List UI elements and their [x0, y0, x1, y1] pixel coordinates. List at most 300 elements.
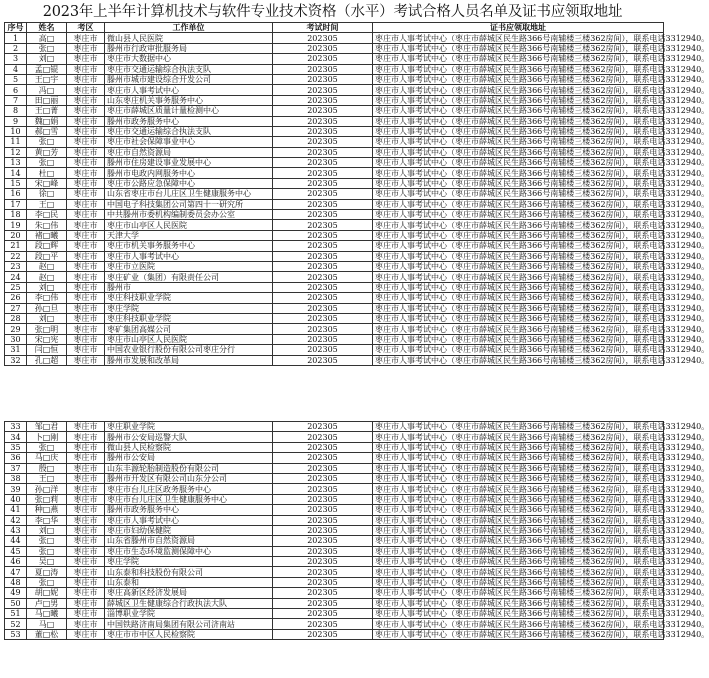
cell-workplace: 枣庄市自然资源局 [105, 147, 273, 157]
cell-name: 马□曦 [27, 609, 67, 619]
cell-workplace: 枣庄市大数据中心 [105, 54, 273, 64]
table-row [5, 525, 664, 535]
table-row [5, 158, 664, 168]
cell-exam-time: 202305 [273, 85, 373, 95]
cell-workplace: 枣庄市台儿庄区卫生健康服务中心 [105, 494, 273, 504]
cell-index: 51 [5, 609, 27, 619]
cell-name: 孙□洋 [27, 484, 67, 494]
cell-region: 枣庄市 [67, 577, 105, 587]
cell-region: 枣庄市 [67, 422, 105, 432]
cell-address: 枣庄市人事考试中心（枣庄市薛城区民生路366号南辅楼三楼362房间），联系电话3312940。 [373, 95, 664, 105]
cell-region: 枣庄市 [67, 95, 105, 105]
cell-name: 卜□刚 [27, 432, 67, 442]
table-row [5, 293, 664, 303]
cell-address: 枣庄市人事考试中心（枣庄市薛城区民生路366号南辅楼三楼362房间），联系电话3312940。 [373, 137, 664, 147]
cell-address: 枣庄市人事考试中心（枣庄市薛城区民生路366号南辅楼三楼362房间），联系电话3312940。 [373, 494, 664, 504]
cell-workplace: 枣庄科技职业学院 [105, 293, 273, 303]
table-row [5, 484, 664, 494]
cell-address: 枣庄市人事考试中心（枣庄市薛城区民生路366号南辅楼三楼362房间），联系电话3312940。 [373, 334, 664, 344]
cell-address: 枣庄市人事考试中心（枣庄市薛城区民生路366号南辅楼三楼362房间），联系电话3312940。 [373, 432, 664, 442]
cell-address: 枣庄市人事考试中心（枣庄市薛城区民生路366号南辅楼三楼362房间），联系电话3312940。 [373, 567, 664, 577]
cell-name: 刘□ [27, 525, 67, 535]
cell-region: 枣庄市 [67, 629, 105, 639]
cell-index: 37 [5, 463, 27, 473]
cell-address: 枣庄市人事考试中心（枣庄市薛城区民生路366号南辅楼三楼362房间），联系电话3312940。 [373, 442, 664, 452]
cell-region: 枣庄市 [67, 74, 105, 84]
table-row [5, 303, 664, 313]
cell-index: 38 [5, 473, 27, 483]
cell-workplace: 滕州市开发区有限公司山东分公司 [105, 473, 273, 483]
cell-name: 张□ [27, 158, 67, 168]
cell-index: 44 [5, 536, 27, 546]
cell-exam-time: 202305 [273, 442, 373, 452]
results-table-part1 [4, 22, 709, 366]
cell-region: 枣庄市 [67, 220, 105, 230]
cell-index: 2 [5, 43, 27, 53]
cell-region: 枣庄市 [67, 251, 105, 261]
cell-address: 枣庄市人事考试中心（枣庄市薛城区民生路366号南辅楼三楼362房间），联系电话3312940。 [373, 463, 664, 473]
cell-workplace: 淄博职业学院 [105, 609, 273, 619]
cell-index: 31 [5, 345, 27, 355]
results-table-part2 [4, 421, 709, 640]
cell-exam-time: 202305 [273, 230, 373, 240]
cell-workplace: 山东泰和科技股份有限公司 [105, 567, 273, 577]
cell-workplace: 枣庄市台儿庄区政务服务中心 [105, 484, 273, 494]
cell-workplace: 枣庄市交通运输综合执法支队 [105, 64, 273, 74]
cell-address: 枣庄市人事考试中心（枣庄市薛城区民生路366号南辅楼三楼362房间），联系电话3312940。 [373, 422, 664, 432]
col-header-exam-time: 考试时间 [273, 23, 373, 33]
table-row [5, 567, 664, 577]
cell-address: 枣庄市人事考试中心（枣庄市薛城区民生路366号南辅楼三楼362房间），联系电话3312940。 [373, 210, 664, 220]
cell-workplace: 枣矿集团高媒公司 [105, 324, 273, 334]
cell-name: 赵□ [27, 261, 67, 271]
cell-exam-time: 202305 [273, 525, 373, 535]
cell-name: 孔□超 [27, 355, 67, 365]
cell-region: 枣庄市 [67, 199, 105, 209]
cell-index: 45 [5, 546, 27, 556]
cell-exam-time: 202305 [273, 64, 373, 74]
cell-name: 段□平 [27, 251, 67, 261]
cell-address: 枣庄市人事考试中心（枣庄市薛城区民生路366号南辅楼三楼362房间），联系电话3312940。 [373, 609, 664, 619]
cell-region: 枣庄市 [67, 137, 105, 147]
cell-region: 枣庄市 [67, 432, 105, 442]
cell-index: 34 [5, 432, 27, 442]
cell-region: 枣庄市 [67, 54, 105, 64]
cell-address: 枣庄市人事考试中心（枣庄市薛城区民生路366号南辅楼三楼362房间），联系电话3312940。 [373, 303, 664, 313]
cell-exam-time: 202305 [273, 432, 373, 442]
cell-exam-time: 202305 [273, 303, 373, 313]
cell-index: 28 [5, 313, 27, 323]
cell-region: 枣庄市 [67, 230, 105, 240]
cell-name: 徐□ [27, 189, 67, 199]
cell-address: 枣庄市人事考试中心（枣庄市薛城区民生路366号南辅楼三楼362房间），联系电话3312940。 [373, 515, 664, 525]
cell-index: 27 [5, 303, 27, 313]
cell-index: 6 [5, 85, 27, 95]
cell-name: 高□ [27, 33, 67, 43]
cell-region: 枣庄市 [67, 567, 105, 577]
cell-name: 黄□芳 [27, 147, 67, 157]
cell-workplace: 枣庄市机关事务服务中心 [105, 241, 273, 251]
cell-workplace: 滕州市公安局巡警大队 [105, 432, 273, 442]
cell-index: 3 [5, 54, 27, 64]
table-row [5, 334, 664, 344]
cell-index: 46 [5, 557, 27, 567]
cell-address: 枣庄市人事考试中心（枣庄市薛城区民生路366号南辅楼三楼362房间），联系电话3312940。 [373, 345, 664, 355]
cell-name: 刘□ [27, 313, 67, 323]
col-header-region: 考区 [67, 23, 105, 33]
cell-exam-time: 202305 [273, 199, 373, 209]
col-header-address: 证书应领取地址 [373, 23, 664, 33]
cell-address: 枣庄市人事考试中心（枣庄市薛城区民生路366号南辅楼三楼362房间），联系电话3312940。 [373, 484, 664, 494]
cell-address: 枣庄市人事考试中心（枣庄市薛城区民生路366号南辅楼三楼362房间），联系电话3312940。 [373, 33, 664, 43]
table-row [5, 345, 664, 355]
cell-name: 张□明 [27, 324, 67, 334]
cell-address: 枣庄市人事考试中心（枣庄市薛城区民生路366号南辅楼三楼362房间），联系电话3312940。 [373, 293, 664, 303]
cell-address: 枣庄市人事考试中心（枣庄市薛城区民生路366号南辅楼三楼362房间），联系电话3312940。 [373, 598, 664, 608]
cell-workplace: 枣庄学院 [105, 557, 273, 567]
cell-region: 枣庄市 [67, 463, 105, 473]
cell-region: 枣庄市 [67, 293, 105, 303]
cell-exam-time: 202305 [273, 334, 373, 344]
cell-name: 刘□ [27, 54, 67, 64]
table-row [5, 126, 664, 136]
cell-address: 枣庄市人事考试中心（枣庄市薛城区民生路366号南辅楼三楼362房间），联系电话3312940。 [373, 147, 664, 157]
cell-address: 枣庄市人事考试中心（枣庄市薛城区民生路366号南辅楼三楼362房间），联系电话3312940。 [373, 74, 664, 84]
cell-index: 21 [5, 241, 27, 251]
cell-region: 枣庄市 [67, 515, 105, 525]
cell-address: 枣庄市人事考试中心（枣庄市薛城区民生路366号南辅楼三楼362房间），联系电话3312940。 [373, 282, 664, 292]
col-header-workplace: 工作单位 [105, 23, 273, 33]
cell-name: 李□民 [27, 210, 67, 220]
cell-workplace: 滕州市政务服务中心 [105, 116, 273, 126]
cell-region: 枣庄市 [67, 158, 105, 168]
cell-name: 孟□锟 [27, 64, 67, 74]
cell-address: 枣庄市人事考试中心（枣庄市薛城区民生路366号南辅楼三楼362房间），联系电话3312940。 [373, 64, 664, 74]
cell-index: 29 [5, 324, 27, 334]
cell-workplace: 滕州市城市建设综合开发公司 [105, 74, 273, 84]
cell-workplace: 枣庄市山亭区人民医院 [105, 334, 273, 344]
table-row [5, 95, 664, 105]
cell-index: 35 [5, 442, 27, 452]
page-title: 2023年上半年计算机技术与软件专业技术资格（水平）考试合格人员名单及证书应领取地址 [42, 4, 623, 20]
cell-address: 枣庄市人事考试中心（枣庄市薛城区民生路366号南辅楼三楼362房间），联系电话3312940。 [373, 199, 664, 209]
cell-index: 36 [5, 453, 27, 463]
cell-index: 50 [5, 598, 27, 608]
cell-address: 枣庄市人事考试中心（枣庄市薛城区民生路366号南辅楼三楼362房间），联系电话3312940。 [373, 261, 664, 271]
table-row [5, 210, 664, 220]
table-row [5, 422, 664, 432]
cell-name: 王□宇 [27, 74, 67, 84]
cell-region: 枣庄市 [67, 303, 105, 313]
cell-name: 张□ [27, 43, 67, 53]
cell-address: 枣庄市人事考试中心（枣庄市薛城区民生路366号南辅楼三楼362房间），联系电话3312940。 [373, 313, 664, 323]
cell-exam-time: 202305 [273, 619, 373, 629]
cell-index: 43 [5, 525, 27, 535]
cell-address: 枣庄市人事考试中心（枣庄市薛城区民生路366号南辅楼三楼362房间），联系电话3312940。 [373, 272, 664, 282]
cell-workplace: 山东丰源轮胎制造股份有限公司 [105, 463, 273, 473]
cell-workplace: 滕州市行政审批服务局 [105, 43, 273, 53]
cell-name: 张□ [27, 546, 67, 556]
cell-workplace: 滕州市电政内网服务中心 [105, 168, 273, 178]
cell-region: 枣庄市 [67, 106, 105, 116]
cell-index: 5 [5, 74, 27, 84]
cell-address: 枣庄市人事考试中心（枣庄市薛城区民生路366号南辅楼三楼362房间），联系电话3312940。 [373, 241, 664, 251]
cell-exam-time: 202305 [273, 567, 373, 577]
cell-exam-time: 202305 [273, 422, 373, 432]
cell-address: 枣庄市人事考试中心（枣庄市薛城区民生路366号南辅楼三楼362房间），联系电话3312940。 [373, 536, 664, 546]
cell-workplace: 枣庄市人事考试中心 [105, 515, 273, 525]
cell-index: 18 [5, 210, 27, 220]
cell-name: 宋□宪 [27, 334, 67, 344]
cell-exam-time: 202305 [273, 33, 373, 43]
table-row [5, 74, 664, 84]
table-row [5, 54, 664, 64]
cell-address: 枣庄市人事考试中心（枣庄市薛城区民生路366号南辅楼三楼362房间），联系电话3312940。 [373, 168, 664, 178]
cell-workplace: 枣庄市交通运输综合执法支队 [105, 126, 273, 136]
cell-name: 张□ [27, 536, 67, 546]
cell-region: 枣庄市 [67, 557, 105, 567]
cell-region: 枣庄市 [67, 147, 105, 157]
cell-name: 段□辉 [27, 241, 67, 251]
cell-workplace: 枣庄职业学院 [105, 422, 273, 432]
cell-exam-time: 202305 [273, 629, 373, 639]
cell-region: 枣庄市 [67, 64, 105, 74]
cell-region: 枣庄市 [67, 210, 105, 220]
cell-region: 枣庄市 [67, 126, 105, 136]
cell-exam-time: 202305 [273, 168, 373, 178]
table-row [5, 178, 664, 188]
cell-name: 赵□ [27, 272, 67, 282]
cell-address: 枣庄市人事考试中心（枣庄市薛城区民生路366号南辅楼三楼362房间），联系电话3312940。 [373, 54, 664, 64]
cell-exam-time: 202305 [273, 116, 373, 126]
table-row [5, 463, 664, 473]
cell-workplace: 枣庄市社会保障事业中心 [105, 137, 273, 147]
cell-workplace: 中国铁路济南局集团有限公司济南站 [105, 619, 273, 629]
cell-address: 枣庄市人事考试中心（枣庄市薛城区民生路366号南辅楼三楼362房间），联系电话3312940。 [373, 220, 664, 230]
cell-exam-time: 202305 [273, 577, 373, 587]
cell-region: 枣庄市 [67, 261, 105, 271]
cell-address: 枣庄市人事考试中心（枣庄市薛城区民生路366号南辅楼三楼362房间），联系电话3312940。 [373, 473, 664, 483]
cell-name: 种□燕 [27, 505, 67, 515]
cell-workplace: 滕州市发展和改革局 [105, 355, 273, 365]
cell-workplace: 枣庄矿业（集团）有限责任公司 [105, 272, 273, 282]
cell-workplace: 枣庄市公路应急保障中心 [105, 178, 273, 188]
cell-address: 枣庄市人事考试中心（枣庄市薛城区民生路366号南辅楼三楼362房间），联系电话3312940。 [373, 629, 664, 639]
cell-name: 李□华 [27, 515, 67, 525]
cell-workplace: 枣庄市人事考试中心 [105, 251, 273, 261]
cell-workplace: 枣庄市薛城区质量计量检测中心 [105, 106, 273, 116]
cell-address: 枣庄市人事考试中心（枣庄市薛城区民生路366号南辅楼三楼362房间），联系电话3312940。 [373, 189, 664, 199]
cell-workplace: 枣庄高新区经济发展局 [105, 588, 273, 598]
cell-exam-time: 202305 [273, 137, 373, 147]
cell-index: 19 [5, 220, 27, 230]
table-row [5, 116, 664, 126]
cell-name: 吴□ [27, 557, 67, 567]
table-row [5, 473, 664, 483]
cell-workplace: 枣庄市立医院 [105, 261, 273, 271]
table-row [5, 85, 664, 95]
table-row [5, 64, 664, 74]
cell-address: 枣庄市人事考试中心（枣庄市薛城区民生路366号南辅楼三楼362房间），联系电话3312940。 [373, 85, 664, 95]
cell-region: 枣庄市 [67, 546, 105, 556]
cell-address: 枣庄市人事考试中心（枣庄市薛城区民生路366号南辅楼三楼362房间），联系电话3312940。 [373, 158, 664, 168]
cell-exam-time: 202305 [273, 345, 373, 355]
cell-address: 枣庄市人事考试中心（枣庄市薛城区民生路366号南辅楼三楼362房间），联系电话3312940。 [373, 178, 664, 188]
table-body-part2 [5, 422, 709, 640]
cell-exam-time: 202305 [273, 515, 373, 525]
cell-name: 张□ [27, 137, 67, 147]
table-row [5, 588, 664, 598]
cell-region: 枣庄市 [67, 355, 105, 365]
cell-name: 刘□ [27, 282, 67, 292]
col-header-name: 姓名 [27, 23, 67, 33]
table-row [5, 189, 664, 199]
cell-index: 42 [5, 515, 27, 525]
table-row [5, 536, 664, 546]
cell-name: 张□ [27, 442, 67, 452]
table-row [5, 619, 664, 629]
cell-index: 24 [5, 272, 27, 282]
cell-name: 郝□雪 [27, 126, 67, 136]
cell-exam-time: 202305 [273, 557, 373, 567]
cell-exam-time: 202305 [273, 313, 373, 323]
cell-index: 48 [5, 577, 27, 587]
table-row [5, 137, 664, 147]
cell-region: 枣庄市 [67, 116, 105, 126]
cell-exam-time: 202305 [273, 210, 373, 220]
cell-address: 枣庄市人事考试中心（枣庄市薛城区民生路366号南辅楼三楼362房间），联系电话3312940。 [373, 546, 664, 556]
table-row [5, 598, 664, 608]
cell-exam-time: 202305 [273, 178, 373, 188]
cell-workplace: 滕州市住房建设事业发展中心 [105, 158, 273, 168]
cell-exam-time: 202305 [273, 505, 373, 515]
cell-index: 15 [5, 178, 27, 188]
table-row [5, 609, 664, 619]
cell-exam-time: 202305 [273, 189, 373, 199]
cell-index: 40 [5, 494, 27, 504]
cell-exam-time: 202305 [273, 261, 373, 271]
cell-region: 枣庄市 [67, 324, 105, 334]
cell-workplace: 中国电子科技集团公司第四十一研究所 [105, 199, 273, 209]
table-row [5, 272, 664, 282]
cell-name: 魏□娟 [27, 116, 67, 126]
cell-region: 枣庄市 [67, 178, 105, 188]
cell-name: 卢□男 [27, 598, 67, 608]
table-row [5, 546, 664, 556]
table-row [5, 557, 664, 567]
cell-workplace: 枣庄市市中区人民检察院 [105, 629, 273, 639]
cell-region: 枣庄市 [67, 494, 105, 504]
table-row [5, 505, 664, 515]
cell-region: 枣庄市 [67, 168, 105, 178]
cell-address: 枣庄市人事考试中心（枣庄市薛城区民生路366号南辅楼三楼362房间），联系电话3312940。 [373, 126, 664, 136]
cell-exam-time: 202305 [273, 106, 373, 116]
cell-workplace: 滕州市 [105, 282, 273, 292]
cell-address: 枣庄市人事考试中心（枣庄市薛城区民生路366号南辅楼三楼362房间），联系电话3312940。 [373, 106, 664, 116]
cell-index: 25 [5, 282, 27, 292]
table-body-part1 [5, 33, 709, 366]
cell-name: 王□菁 [27, 106, 67, 116]
cell-address: 枣庄市人事考试中心（枣庄市薛城区民生路366号南辅楼三楼362房间），联系电话3312940。 [373, 43, 664, 53]
cell-address: 枣庄市人事考试中心（枣庄市薛城区民生路366号南辅楼三楼362房间），联系电话3312940。 [373, 557, 664, 567]
cell-exam-time: 202305 [273, 74, 373, 84]
cell-index: 41 [5, 505, 27, 515]
cell-workplace: 枣庄市山亭区人民医院 [105, 220, 273, 230]
cell-name: 董□松 [27, 629, 67, 639]
cell-index: 30 [5, 334, 27, 344]
cell-workplace: 山东泰和 [105, 577, 273, 587]
table-row [5, 282, 664, 292]
cell-name: 宋□峰 [27, 178, 67, 188]
cell-exam-time: 202305 [273, 494, 373, 504]
col-header-index: 序号 [5, 23, 27, 33]
cell-index: 14 [5, 168, 27, 178]
cell-region: 枣庄市 [67, 505, 105, 515]
table-row [5, 313, 664, 323]
cell-region: 枣庄市 [67, 609, 105, 619]
cell-address: 枣庄市人事考试中心（枣庄市薛城区民生路366号南辅楼三楼362房间），联系电话3312940。 [373, 619, 664, 629]
table-row [5, 577, 664, 587]
cell-index: 12 [5, 147, 27, 157]
cell-workplace: 山东省枣庄市台儿庄区卫生健康服务中心 [105, 189, 273, 199]
cell-name: 闫□恒 [27, 345, 67, 355]
cell-address: 枣庄市人事考试中心（枣庄市薛城区民生路366号南辅楼三楼362房间），联系电话3312940。 [373, 577, 664, 587]
cell-address: 枣庄市人事考试中心（枣庄市薛城区民生路366号南辅楼三楼362房间），联系电话3312940。 [373, 251, 664, 261]
cell-index: 10 [5, 126, 27, 136]
cell-index: 4 [5, 64, 27, 74]
table-row [5, 43, 664, 53]
cell-exam-time: 202305 [273, 609, 373, 619]
table-row [5, 442, 664, 452]
cell-region: 枣庄市 [67, 484, 105, 494]
table-header-row [5, 23, 664, 33]
cell-name: 殷□ [27, 463, 67, 473]
cell-exam-time: 202305 [273, 473, 373, 483]
cell-name: 孙□旦 [27, 303, 67, 313]
cell-index: 52 [5, 619, 27, 629]
cell-exam-time: 202305 [273, 588, 373, 598]
cell-workplace: 枣庄市妇幼保健院 [105, 525, 273, 535]
cell-region: 枣庄市 [67, 272, 105, 282]
cell-address: 枣庄市人事考试中心（枣庄市薛城区民生路366号南辅楼三楼362房间），联系电话3312940。 [373, 355, 664, 365]
cell-region: 枣庄市 [67, 282, 105, 292]
cell-index: 8 [5, 106, 27, 116]
cell-workplace: 微山县人民医院 [105, 33, 273, 43]
cell-workplace: 微山县人民检察院 [105, 442, 273, 452]
cell-workplace: 薛城区卫生健康综合行政执法大队 [105, 598, 273, 608]
table-row [5, 241, 664, 251]
cell-address: 枣庄市人事考试中心（枣庄市薛城区民生路366号南辅楼三楼362房间），联系电话3312940。 [373, 230, 664, 240]
cell-region: 枣庄市 [67, 442, 105, 452]
table-row [5, 230, 664, 240]
cell-name: 邹□君 [27, 422, 67, 432]
table-row [5, 168, 664, 178]
cell-index: 13 [5, 158, 27, 168]
table-row [5, 220, 664, 230]
cell-address: 枣庄市人事考试中心（枣庄市薛城区民生路366号南辅楼三楼362房间），联系电话3312940。 [373, 324, 664, 334]
cell-region: 枣庄市 [67, 619, 105, 629]
cell-name: 王□ [27, 199, 67, 209]
cell-region: 枣庄市 [67, 33, 105, 43]
cell-exam-time: 202305 [273, 126, 373, 136]
cell-region: 枣庄市 [67, 334, 105, 344]
cell-workplace: 枣庄市人事考试中心 [105, 85, 273, 95]
cell-region: 枣庄市 [67, 473, 105, 483]
cell-name: 张□ [27, 577, 67, 587]
table-row [5, 494, 664, 504]
cell-exam-time: 202305 [273, 43, 373, 53]
cell-index: 23 [5, 261, 27, 271]
